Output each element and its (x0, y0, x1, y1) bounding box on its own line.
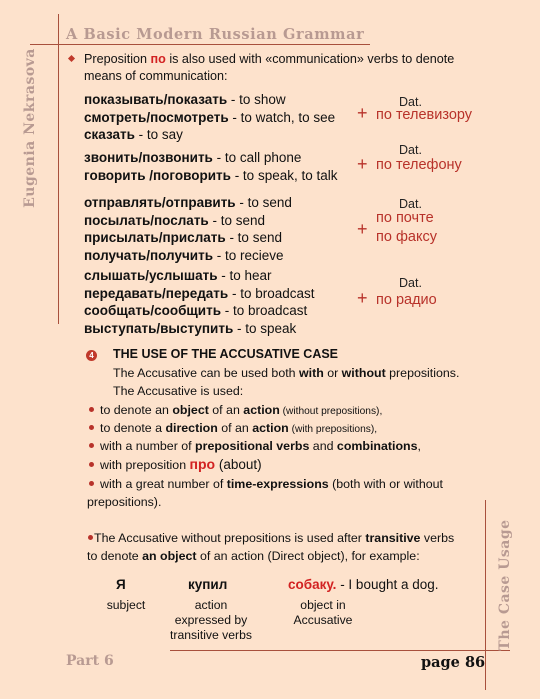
plus-icon: + (357, 219, 368, 239)
case-label: Dat. (399, 276, 422, 290)
caption-subject: subject (106, 598, 146, 612)
phrase-po-telefonu: по телефону (376, 157, 462, 173)
book-title: A Basic Modern Russian Grammar (66, 26, 365, 43)
verb-line: слышать/услышать - to hear (84, 268, 272, 283)
verb-line: выступать/выступить - to speak (84, 320, 297, 336)
verb-group-1 (84, 91, 335, 144)
verb-line: говорить /поговорить - to speak, to talk (84, 167, 338, 183)
section-title: THE USE OF THE ACCUSATIVE CASE (113, 347, 339, 361)
verb-line: посылать/послать - to send (84, 212, 266, 228)
case-label: Dat. (399, 197, 422, 211)
caption-object: object in Accusative (293, 598, 353, 627)
bullet-dot-icon (89, 481, 94, 486)
phrase-po-televizoru: по телевизору (376, 107, 473, 123)
verb-line: звонить/позвонить - to call phone (84, 150, 302, 165)
verb-line: отправлять/отправить - to send (84, 195, 292, 210)
section-number-icon: 4 (86, 350, 97, 361)
example-word-sobaku: собаку. - I bought a dog. (288, 577, 439, 592)
usage-item-direction: to denote a direction of an action (with prepositions), (100, 421, 378, 435)
verb-line: сказать - to say (84, 127, 183, 142)
part-label: Part 6 (66, 653, 114, 669)
preposition-po: по (150, 52, 166, 66)
verb-line: получать/получить - to recieve (84, 247, 284, 263)
phrase-po-pochte: по почте (376, 210, 434, 226)
case-label: Dat. (399, 95, 422, 109)
accusative-intro-line: The Accusative can be used both with or without prepositions. (113, 366, 460, 380)
section-name: The Case Usage (497, 519, 513, 651)
plus-icon: + (357, 288, 368, 308)
usage-item-time-expressions: with a great number of time-expressions (both with or without (100, 477, 443, 491)
example-word-ya: Я (116, 577, 126, 592)
phrase-po-radio: по радио (376, 292, 437, 308)
verb-line: смотреть/посмотреть - to watch, to see (84, 109, 336, 125)
verb-group-2 (84, 149, 338, 184)
accusative-used-line: The Accusative is used: (113, 384, 244, 398)
bullet-dot-icon (89, 443, 94, 448)
frame-line-left (58, 14, 59, 324)
bullet-dot-icon (89, 462, 94, 467)
case-label: Dat. (399, 143, 422, 157)
bullet-dot-icon (88, 535, 93, 540)
frame-line-top (30, 44, 370, 45)
transitive-rule-line-2: to denote an object of an action (Direct object), for example: (87, 549, 420, 563)
author-name: Eugenia Nekrasova (22, 48, 38, 208)
frame-line-right (485, 500, 486, 690)
verb-group-4 (84, 267, 315, 337)
bullet-dot-icon (89, 407, 94, 412)
plus-icon: + (357, 154, 368, 174)
example-word-kupil: купил (188, 577, 228, 592)
verb-group-3 (84, 194, 292, 264)
usage-item-pro: with preposition про (about) (100, 456, 262, 472)
verb-line: присылать/прислать - to send (84, 230, 282, 245)
bullet-dot-icon (89, 425, 94, 430)
transitive-rule-line-1: The Accusative without prepositions is used after transitive verbs (94, 531, 455, 545)
usage-item-prepositional-verbs: with a number of prepositional verbs and combinations, (100, 439, 421, 453)
frame-line-bottom (170, 650, 510, 651)
verb-line: показывать/показать - to show (84, 92, 286, 107)
intro-paragraph: Preposition по is also used with «communication» verbs to denote means of communication: (84, 52, 455, 83)
verb-line: передавать/передать - to broadcast (84, 285, 315, 301)
diamond-bullet-icon (68, 55, 75, 62)
usage-item-object: to denote an object of an action (without prepositions), (100, 403, 383, 417)
page-number: page 86 (421, 654, 486, 671)
phrase-po-faksu: по факсу (376, 229, 437, 245)
usage-item-time-expressions-cont: prepositions). (87, 495, 162, 509)
caption-action: action expressed by transitive verbs (170, 598, 252, 642)
plus-icon: + (357, 103, 368, 123)
verb-line: сообщать/сообщить - to broadcast (84, 303, 308, 318)
